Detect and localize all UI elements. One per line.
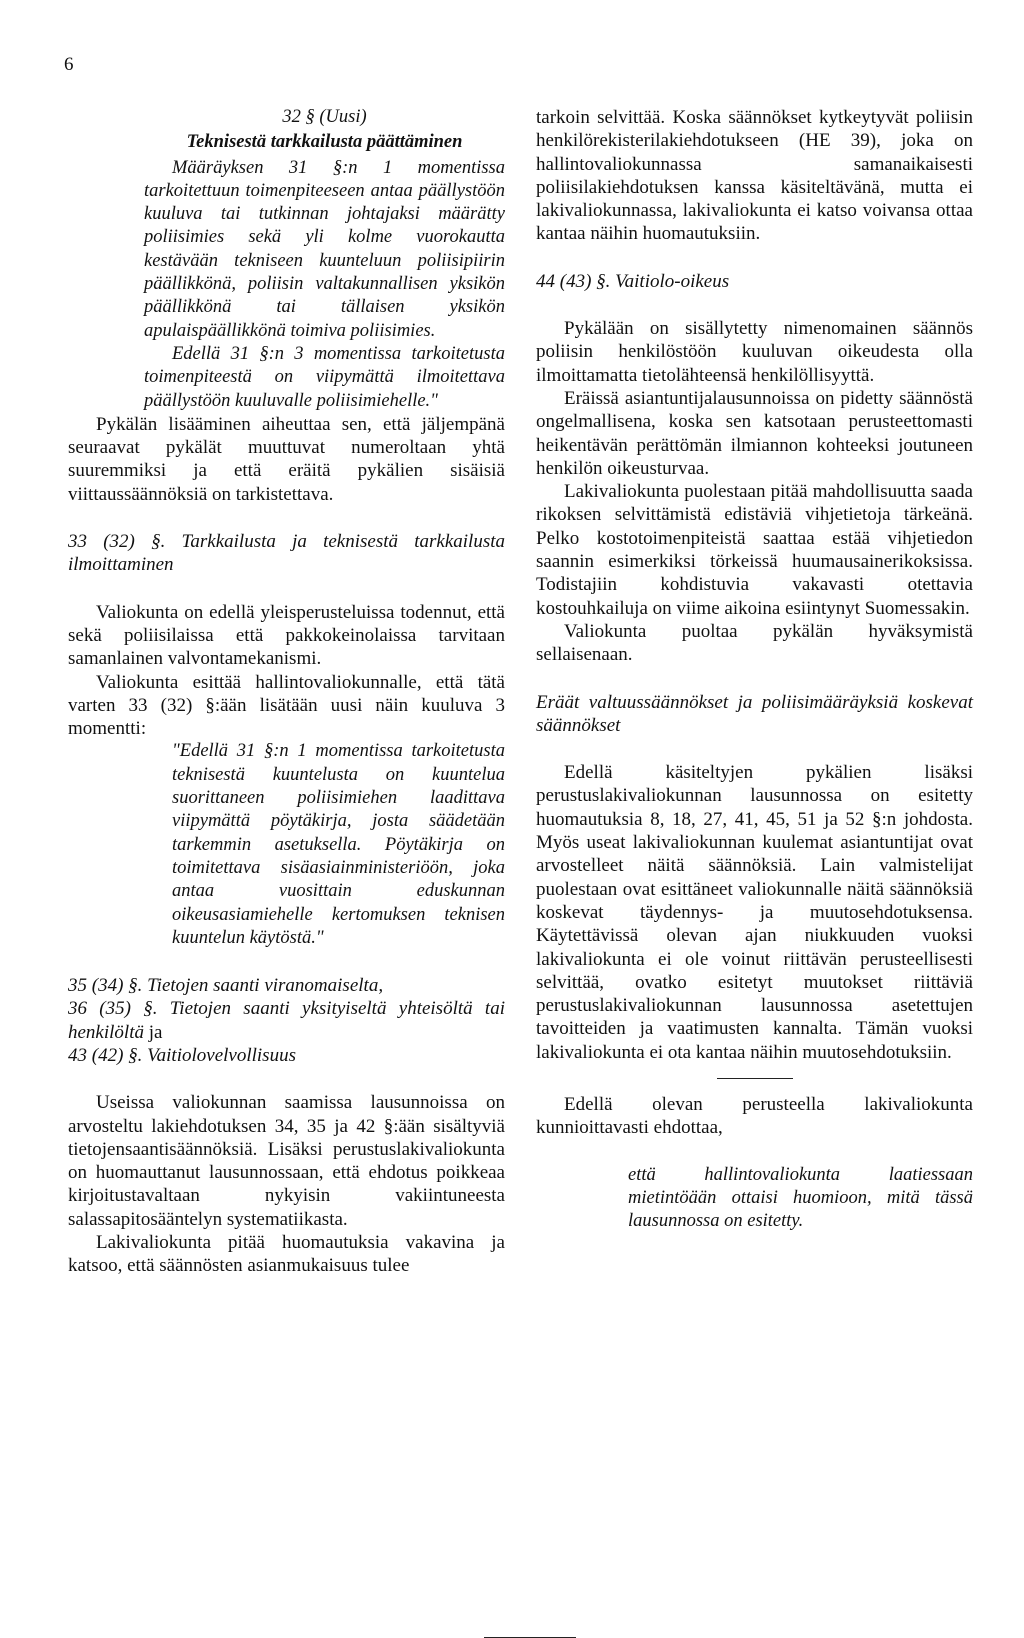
right-column: [536, 106, 973, 1233]
paragraph: tarkoin selvittää. Koska säännökset kytkeytyvät poliisin henkilörekisterilakiehdotukseen (HE 39), joka on hallintovaliokunnassa samanaikaisesti poliisilakiehdotuksen kanssa käsiteltävänä, mutta ei lakivaliokunnassa, lakivaliokunta ei katso voivansa ottaa kantaa näihin huomautuksiin.: [536, 107, 973, 245]
section-heading: Eräät valtuussäännökset ja poliisimääräyksiä koskevat säännökset: [536, 691, 973, 736]
paragraph: Useissa valiokunnan saamissa lausunnoissa on arvosteltu lakiehdotuksen 34, 35 ja 42 §:ään sisältyviä tietojensaantisäännöksiä. Lisäksi perustuslakivaliokunta on huomauttanut lausunnossaan, että ehdotus poikkeaa kirjoitustavaltaan nykyisin vakiintuneesta salassapitosääntelyn systematiikasta.: [68, 1092, 505, 1230]
section-title: Teknisestä tarkkailusta päättäminen: [186, 132, 463, 153]
paragraph: Pykälään on sisällytetty nimenomainen säännös poliisin henkilöstöön kuuluvan oikeudesta olla ilmoittamatta tietolähteensä henkilöllisyyttä.: [536, 318, 973, 386]
paragraph: Lakivaliokunta puolestaan pitää mahdollisuutta saada rikoksen selvittämistä edistäviä vihjetietoja tärkeänä. Pelko kostotoimenpiteistä saattaa estää vihjetiedon saannin esimerkiksi törkeissä huumausainerikoksissa. Todistajiin kohdistuvia vakavasti otettavia kostouhkailuja on viime aikoina esiintynyt Suomessakin.: [536, 481, 973, 619]
divider: [717, 1078, 793, 1079]
section-heading: 33 (32) §. Tarkkailusta ja teknisestä tarkkailusta ilmoittaminen: [68, 531, 505, 576]
conjunction: ja: [143, 1021, 163, 1043]
section-heading: [68, 997, 505, 1044]
paragraph: Valiokunta on edellä yleisperusteluissa todennut, että sekä poliisilaissa että pakkokeinolaissa tarvitaan samanlainen valvontamekanismi.: [68, 601, 505, 670]
paragraph: Eräissä asiantuntijalausunnoissa on pidetty säännöstä ongelmallisena, koska sen katsotaan perusteettomasti heikentävän perättömän ilmiannon kohteeksi joutuneen henkilön oikeusturvaa.: [536, 387, 973, 479]
section-heading: 44 (43) §. Vaitiolo-oikeus: [536, 270, 730, 292]
section-heading: 43 (42) §. Vaitiolovelvollisuus: [68, 1044, 296, 1066]
section-heading: 35 (34) §. Tietojen saanti viranomaiselta,: [68, 975, 384, 997]
quoted-section-32: [68, 106, 505, 413]
left-column: [68, 106, 505, 1278]
paragraph: Valiokunta puoltaa pykälän hyväksymistä sellaisenaan.: [536, 620, 973, 666]
quote-paragraph: Määräyksen 31 §:n 1 momentissa tarkoitettuun toimenpiteeseen antaa päällystöön kuuluva tai tutkinnan johtajaksi määrätty poliisimies sekä yli kolme vuorokautta kestävään tekniseen kuunteluun poliisipiirin päällikkönä, poliisin valtakunnallisen yksikön päällikkönä tai tällaisen yksikön apulaispäällikkönä toimiva poliisimies.: [144, 157, 505, 341]
section-heading-text: 36 (35) §. Tietojen saanti yksityiseltä yhteisöltä tai henkilöltä: [68, 998, 505, 1043]
page-number: 6: [64, 54, 74, 75]
paragraph: Valiokunta esittää hallintovaliokunnalle, että tätä varten 33 (32) §:ään lisätään uusi näin kuuluva 3 momentti:: [68, 671, 505, 740]
paragraph: Lakivaliokunta pitää huomautuksia vakavina ja katsoo, että säännösten asianmukaisuus tulee: [68, 1232, 505, 1277]
paragraph: Edellä olevan perusteella lakivaliokunta kunnioittavasti ehdottaa,: [536, 1093, 973, 1139]
quoted-amendment: "Edellä 31 §:n 1 momentissa tarkoitetusta teknisestä kuuntelusta on kuuntelua suorittaneen poliisimiehen laadittava viipymättä pöytäkirja, josta säädetään tarkemmin asetuksella. Pöytäkirja on toimitettava sisäasiainministeriöön, joka antaa vuosittain eduskunnan oikeusasiamiehelle kertomuksen teknisen kuuntelun käytöstä.": [172, 741, 505, 948]
section-number: 32 § (Uusi): [282, 107, 367, 127]
proposal-clause: että hallintovaliokunta laatiessaan mietintöään ottaisi huomioon, mitä tässä lausunnossa on esitetty.: [628, 1164, 973, 1232]
paragraph: Edellä käsiteltyjen pykälien lisäksi perustuslakivaliokunnan lausunnossa on esitetty huomautuksia 8, 18, 27, 41, 45, 51 ja 52 §:n johdosta. Myös useat lakivaliokunnan kuulemat asiantuntijat ovat arvostelleet näitä säännöksiä. Lain valmistelijat puolestaan ovat esittäneet valiokunnalle näitä säännöksiä koskevat täydennys- ja muutosehdotuksensa. Käytettävissä olevan ajan niukkuuden vuoksi lakivaliokunta ei ole voinut riittävän perusteellisesti selvittää, ovatko esitetyt muutokset riittäviä perustuslakivaliokunnan lausunnossa asetettujen tavoitteiden ja vaatimusten kannalta. Tämän vuoksi lakivaliokunta ei ota kantaa näihin muutosehdotuksiin.: [536, 762, 973, 1063]
quote-paragraph: Edellä 31 §:n 3 momentissa tarkoitetusta toimenpiteestä on viipymättä ilmoitettava päällystöön kuuluvalle poliisimiehelle.": [144, 343, 505, 411]
paragraph: Pykälän lisääminen aiheuttaa sen, että jäljempänä seuraavat pykälät muuttuvat numeroltaan yhtä suuremmiksi ja että eräitä pykälien sisäisiä viittaussäännöksiä on tarkistettava.: [68, 413, 505, 505]
